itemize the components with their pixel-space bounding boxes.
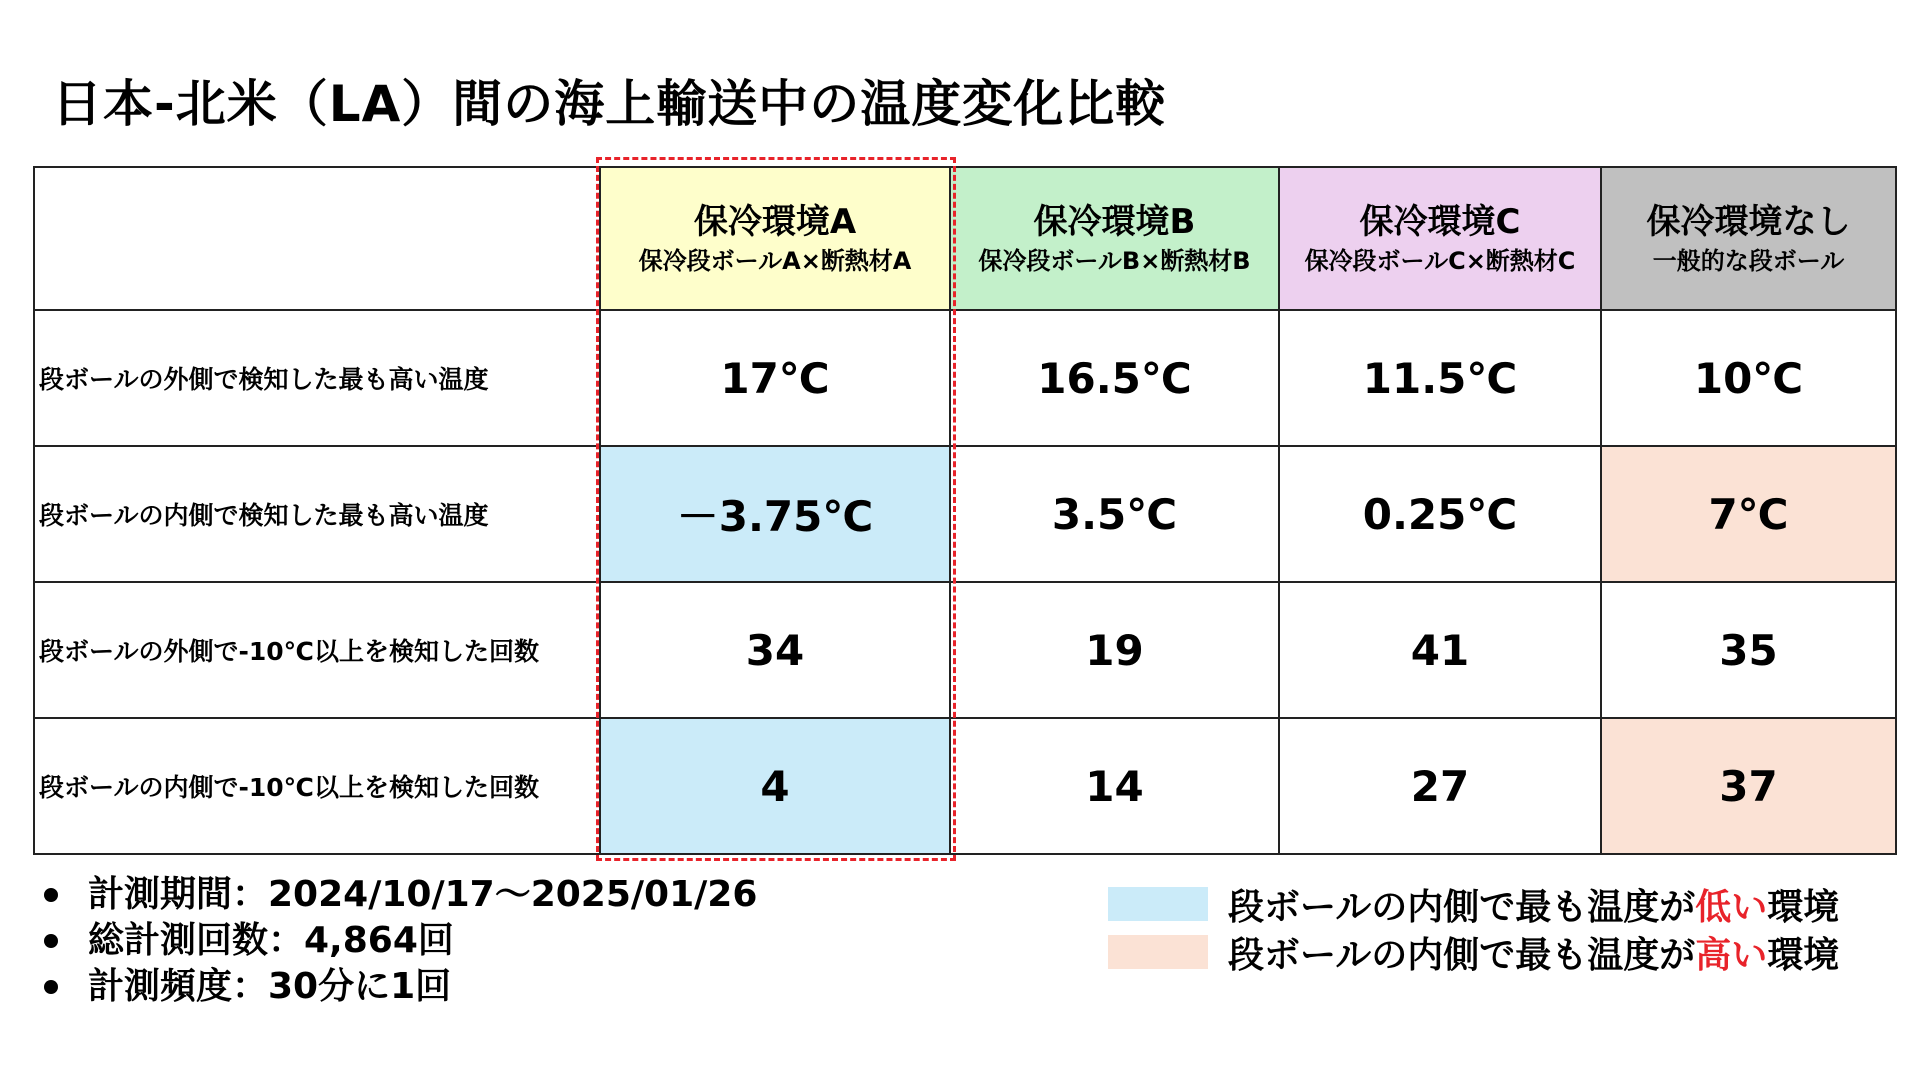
corner-cell [34,167,600,310]
header-env-none [1601,167,1896,310]
row-label: 段ボールの外側で-10℃以上を検知した回数 [34,582,600,718]
table-row [34,310,1896,446]
measurement-notes [44,872,757,1010]
table-header-row [34,167,1896,310]
header-env-b [950,167,1279,310]
list-item [44,918,757,964]
legend [1108,880,1839,976]
note-text: 計測頻度：30分に1回 [88,966,452,1007]
header-subtitle: 一般的な段ボール [1652,246,1845,275]
value-cell: 27 [1279,718,1601,854]
legend-text-prefix: 段ボールの内側で最も温度が [1228,886,1696,928]
page-title: 日本-北米（LA）間の海上輸送中の温度変化比較 [52,75,1167,133]
value-cell-highest: 7℃ [1601,446,1896,582]
legend-swatch-blue [1108,887,1208,921]
value-cell: 35 [1601,582,1896,718]
value-cell: 10℃ [1601,310,1896,446]
note-text: 総計測回数：4,864回 [88,920,454,961]
value-cell: 19 [950,582,1279,718]
legend-text-suffix: 環境 [1767,886,1840,928]
note-text: 計測期間：2024/10/17～2025/01/26 [88,874,758,915]
legend-item-lowest [1108,880,1839,928]
table-row [34,718,1896,854]
value-cell: 41 [1279,582,1601,718]
list-item [44,872,757,918]
value-cell-lowest: 4 [600,718,950,854]
bullet-icon [44,980,58,994]
row-label: 段ボールの外側で検知した最も高い温度 [34,310,600,446]
value-cell: 16.5℃ [950,310,1279,446]
legend-text-suffix: 環境 [1767,934,1840,976]
value-cell-highest: 37 [1601,718,1896,854]
header-subtitle: 保冷段ボールC×断熱材C [1304,246,1576,275]
legend-text-emphasis: 低い [1695,886,1768,928]
header-env-c [1279,167,1601,310]
row-label: 段ボールの内側で-10℃以上を検知した回数 [34,718,600,854]
header-subtitle: 保冷段ボールB×断熱材B [978,246,1251,275]
header-subtitle: 保冷段ボールA×断熱材A [638,246,912,275]
row-label: 段ボールの内側で検知した最も高い温度 [34,446,600,582]
value-cell: 14 [950,718,1279,854]
value-cell: 34 [600,582,950,718]
header-title: 保冷環境B [1033,201,1196,242]
header-env-a [600,167,950,310]
header-title: 保冷環境なし [1646,201,1851,242]
value-cell: 17℃ [600,310,950,446]
value-cell: 3.5℃ [950,446,1279,582]
bullet-icon [44,934,58,948]
legend-swatch-peach [1108,935,1208,969]
list-item [44,964,757,1010]
legend-text-emphasis: 高い [1695,934,1768,976]
value-cell-lowest: －3.75℃ [600,446,950,582]
header-title: 保冷環境A [693,201,857,242]
header-title: 保冷環境C [1359,201,1521,242]
value-cell: 11.5℃ [1279,310,1601,446]
table-row [34,582,1896,718]
value-cell: 0.25℃ [1279,446,1601,582]
legend-item-highest [1108,928,1839,976]
comparison-table [33,166,1897,855]
bullet-icon [44,888,58,902]
legend-text-prefix: 段ボールの内側で最も温度が [1228,934,1696,976]
table-row [34,446,1896,582]
